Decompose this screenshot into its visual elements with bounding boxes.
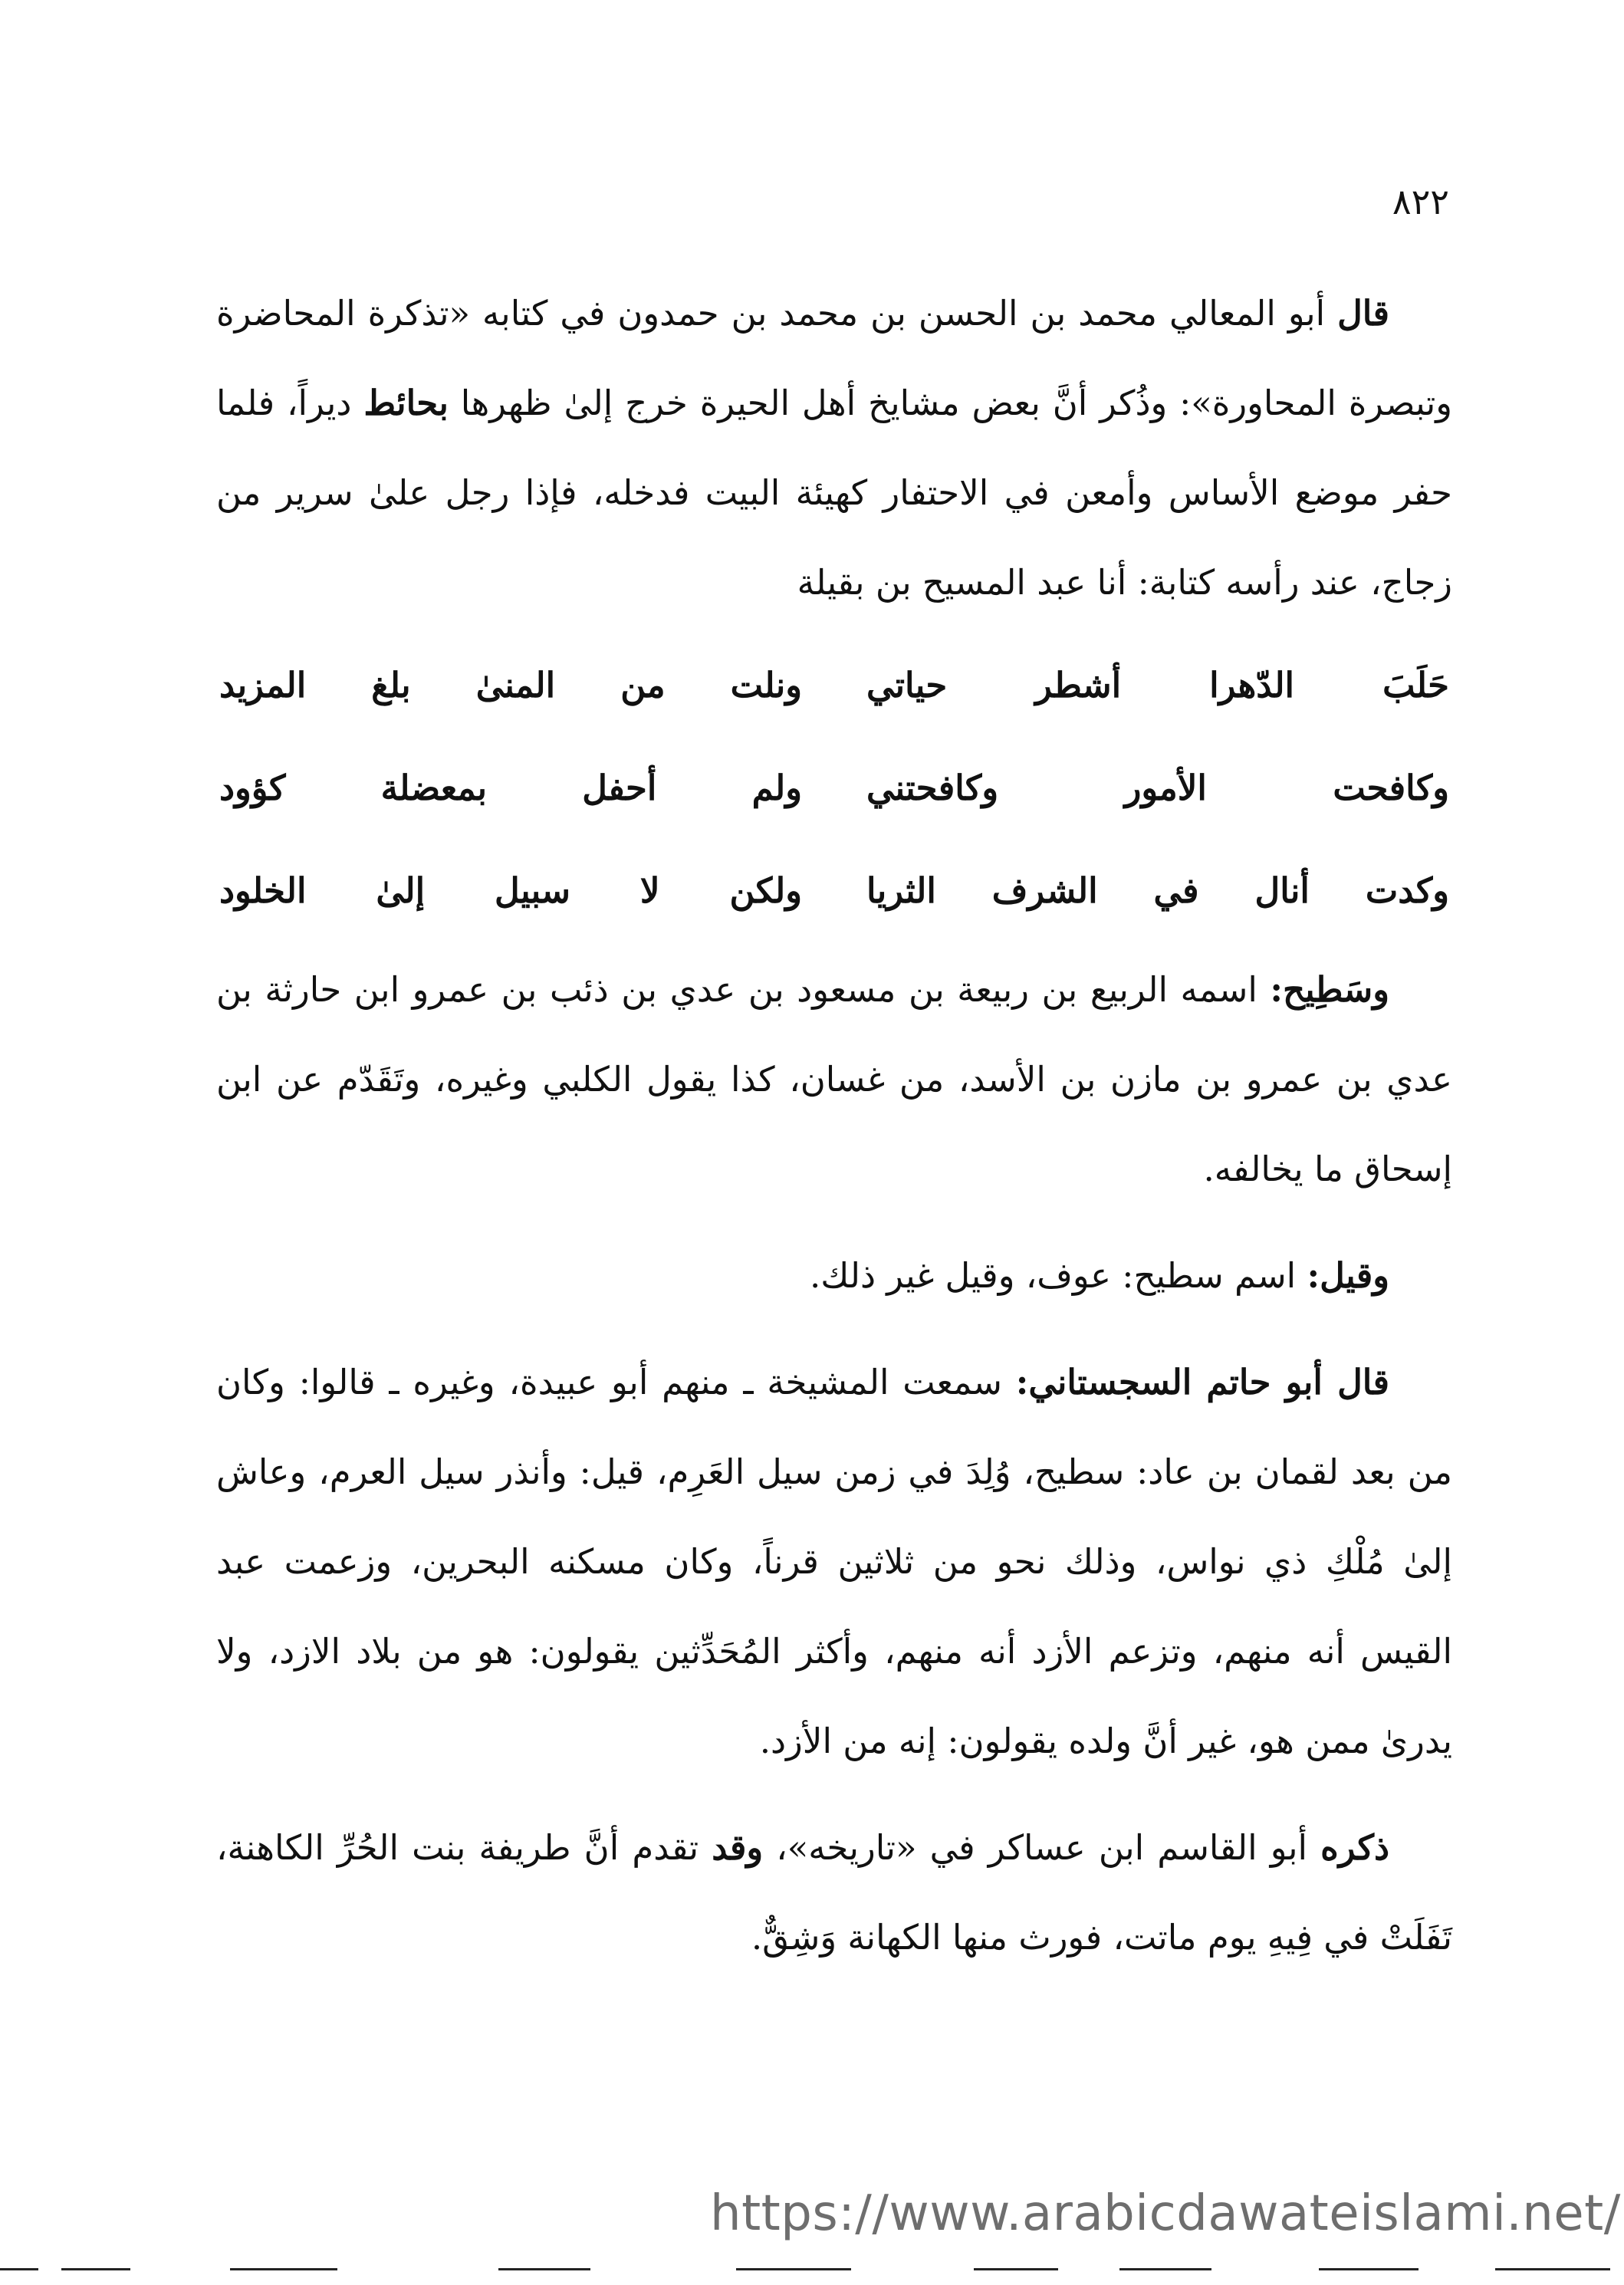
scan-edge-dash [1319,2268,1419,2270]
poem-line [216,633,1452,736]
poem-second-hemistich: ولم أحفل بمعضلة كؤود [219,767,802,808]
watermark-url: https://www.arabicdawateislami.net/ [710,2185,1621,2242]
scan-edge-dash [1119,2268,1211,2270]
paragraph-lead: قال أبو حاتم السجستاني: [1015,1362,1389,1402]
poem-first-hemistich: وكدت أنال في الشرف الثريا [866,870,1449,911]
poem-second-hemistich: ولكن لا سبيل إلىٰ الخلود [219,870,802,911]
paragraph-abu-hatim [216,1337,1452,1786]
paragraph-text: أبو المعالي محمد بن الحسن بن محمد بن حمدون في كتابه «تذكرة المحاضرة وتبصرة المحاورة»: وذُكر أنَّ بعض مشايخ أهل الحيرة خرج إلىٰ ظهرها [216,293,1452,423]
page-body [216,268,1452,1982]
scan-edge-dash [0,2268,38,2270]
scan-edge-dash [498,2268,590,2270]
paragraph-lead: ذكره [1320,1827,1389,1868]
poem-line [216,839,1452,942]
poem-first-hemistich: وكافحت الأمور وكافحتني [866,767,1449,808]
paragraph-text-continued: ديراً، فلما حفر موضع الأساس وأمعن في الاحتفار كهيئة البيت فدخله، فإذا رجل علىٰ سرير من زجاج، عند رأسه كتابة: أنا عبد المسيح بن بقيلة [216,383,1452,603]
paragraph-text: أبو القاسم ابن عساكر في «تاريخه»، [763,1827,1321,1868]
paragraph-text: سمعت المشيخة ـ منهم أبو عبيدة، وغيره ـ قالوا: وكان من بعد لقمان بن عاد: سطيح، وُلِدَ في زمن سيل العَرِم، قيل: وأنذر سيل العرم، وعاش إلىٰ مُلْكِ ذي نواس، وذلك نحو من ثلاثين قرناً، وكان مسكنه البحرين، وزعمت عبد القيس أنه منهم، وتزعم الأزد أنه منهم، وأكثر المُحَدِّثين يقولون: هو من بلاد الازد، ولا يدرىٰ ممن هو، غير أنَّ ولده يقولون: إنه من الأزد. [216,1362,1452,1761]
paragraph-bold-phrase: بحائط [363,383,449,423]
paragraph-lead: قال [1337,293,1389,334]
scan-edge-dash [974,2268,1058,2270]
scan-edge-dash [230,2268,337,2270]
paragraph-satih-name [216,945,1452,1214]
paragraph-alt-name [216,1231,1452,1320]
paragraph-text-continued: تقدم أنَّ طريفة بنت الحُرِّ الكاهنة، تَفَلَتْ في فِيهِ يوم ماتت، فورث منها الكهانة وَشِقٌّ. [216,1827,1452,1958]
scan-edge-dash [61,2268,130,2270]
paragraph-lead: وسَطِيح: [1270,969,1389,1010]
paragraph-text: اسمه الربيع بن ربيعة بن مسعود بن عدي بن ذئب بن عمرو ابن حارثة بن عدي بن عمرو بن مازن بن الأسد، من غسان، كذا يقول الكلبي وغيره، وتَقَدّم عن ابن إسحاق ما يخالفه. [216,969,1452,1189]
poem-second-hemistich: ونلت من المنىٰ بلغ المزيد [219,664,802,705]
scan-edge-marks [0,2268,1624,2274]
scan-edge-dash [1495,2268,1610,2270]
poem-line [216,736,1452,839]
paragraph-text: اسم سطيح: عوف، وقيل غير ذلك. [810,1255,1307,1296]
paragraph-quote-intro [216,268,1452,627]
paragraph-bold-phrase: وقد [712,1827,764,1868]
poem-first-hemistich: حَلَبَ الدّهرا أشطر حياتي [866,664,1449,705]
paragraph-lead: وقيل: [1307,1255,1389,1296]
page-number: ٨٢٢ [1392,181,1449,222]
poem [216,633,1452,942]
paragraph-ibn-asakir [216,1803,1452,1982]
scan-edge-dash [736,2268,851,2270]
